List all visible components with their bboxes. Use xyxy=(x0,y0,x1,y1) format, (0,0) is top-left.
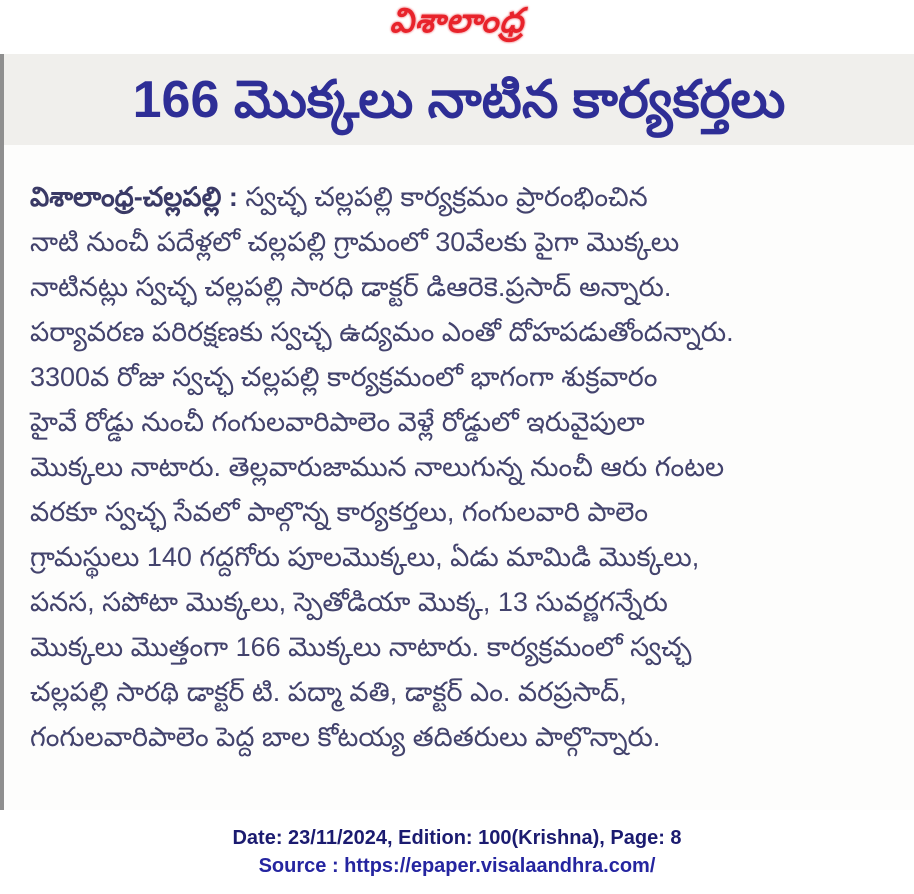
article-line: వరకూ స్వచ్ఛ సేవలో పాల్గొన్న కార్యకర్తలు, గంగులవారి పాలెం xyxy=(30,497,649,528)
article-line: చల్లపల్లి సారథి డాక్టర్ టి. పద్మా వతి, డాక్టర్ ఎం. వరప్రసాద్, xyxy=(30,677,627,708)
source-link[interactable]: Source : https://epaper.visalaandhra.com/ xyxy=(258,855,656,877)
edition-date-info: Date: 23/11/2024, Edition: 100(Krishna), Page: 8 xyxy=(232,827,682,849)
article-dateline: విశాలాంధ్ర-చల్లపల్లి : xyxy=(30,182,238,213)
headline-bar xyxy=(4,54,914,145)
article-line: పర్యావరణ పరిరక్షణకు స్వచ్ఛ ఉద్యమం ఎంతో దోహపడుతోందన్నారు. xyxy=(30,317,734,348)
article-headline: 166 మొక్కలు నాటిన కార్యకర్తలు xyxy=(132,71,786,129)
newspaper-logo: విశాలాంధ్ర xyxy=(389,2,525,40)
masthead xyxy=(0,0,914,46)
article-line: హైవే రోడ్డు నుంచీ గంగులవారిపాలెం వెళ్లే రోడ్డులో ఇరువైపులా xyxy=(30,407,645,438)
article-line: నాటినట్లు స్వచ్ఛ చల్లపల్లి సారధి డాక్టర్ డిఆరెకె.ప్రసాద్ అన్నారు. xyxy=(30,272,672,303)
article-body xyxy=(4,145,914,770)
article-line xyxy=(30,175,884,220)
article-line: పనస, సపోటా మొక్కలు, స్పెతోడియా మొక్క, 13 సువర్ణగన్నేరు xyxy=(30,587,668,618)
article-line-text: స్వచ్ఛ చల్లపల్లి కార్యక్రమం ప్రారంభించిన xyxy=(245,182,648,213)
article-line: మొక్కలు నాటారు. తెల్లవారుజామున నాలుగున్న నుంచీ ఆరు గంటల xyxy=(30,452,725,483)
article-line: నాటి నుంచీ పదేళ్లలో చల్లపల్లి గ్రామంలో 30వేలకు పైగా మొక్కలు xyxy=(30,227,680,258)
article-clipping xyxy=(0,54,914,810)
article-line: 3300వ రోజు స్వచ్ఛ చల్లపల్లి కార్యక్రమంలో భాగంగా శుక్రవారం xyxy=(30,362,658,393)
article-line: మొక్కలు మొత్తంగా 166 మొక్కలు నాటారు. కార్యక్రమంలో స్వచ్ఛ xyxy=(30,632,692,663)
article-line: గ్రామస్థులు 140 గద్దగోరు పూలమొక్కలు, ఏడు మామిడి మొక్కలు, xyxy=(30,542,700,573)
article-line: గంగులవారిపాలెం పెద్ద బాల కోటయ్య తదితరులు పాల్గొన్నారు. xyxy=(30,722,661,753)
footer xyxy=(0,824,914,880)
